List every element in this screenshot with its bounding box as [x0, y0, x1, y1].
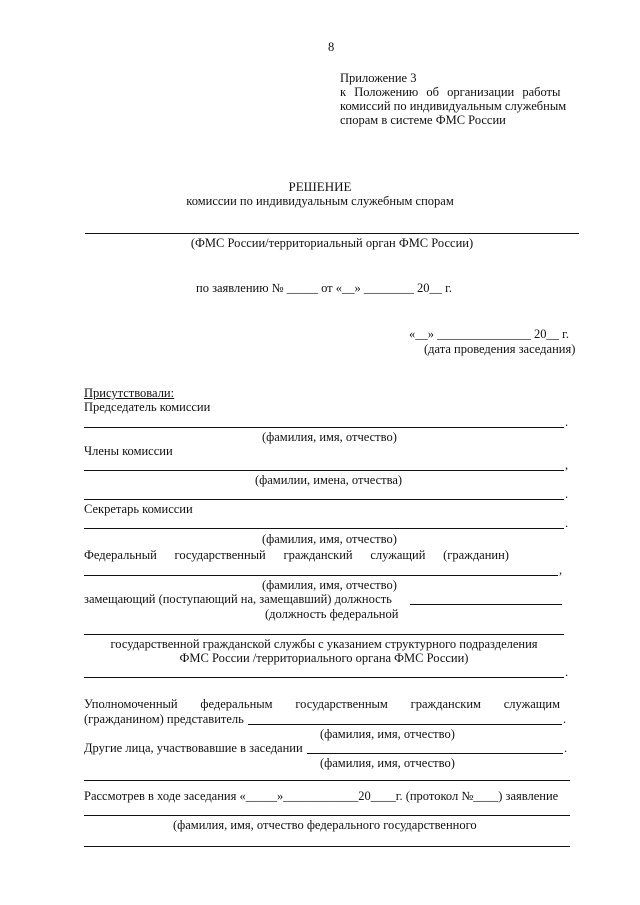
civil-service-caption-2: ФМС России /территориального органа ФМС России)	[179, 651, 469, 665]
civil-service-caption-1: государственной гражданской службы с указанием структурного подразделения	[110, 637, 538, 651]
page-number: 8	[328, 40, 335, 54]
servant-word-5: (гражданин)	[443, 548, 509, 562]
members-line-2	[84, 499, 564, 500]
members-dot: .	[565, 487, 569, 501]
secretary-dot: .	[565, 516, 569, 530]
document-title: РЕШЕНИЕ	[288, 179, 352, 194]
representative-line	[84, 697, 560, 711]
representative-word-5: служащим	[503, 697, 560, 711]
date-caption: (дата проведения заседания)	[424, 342, 576, 356]
representative-word-4: гражданским	[410, 697, 481, 711]
secretary-line	[84, 528, 564, 529]
secretary-label: Секретарь комиссии	[84, 502, 193, 516]
date-line: «__» _______________ 20__ г.	[409, 327, 569, 341]
chairman-line	[84, 427, 564, 428]
others-dot: .	[564, 741, 568, 755]
representative-word-2: федеральным	[200, 697, 273, 711]
final-line	[84, 846, 570, 847]
others-line	[307, 753, 563, 754]
reviewed-top-line	[84, 780, 570, 781]
servant-line	[84, 548, 509, 562]
secretary-caption: (фамилия, имя, отчество)	[262, 532, 397, 546]
chairman-dot: .	[565, 415, 569, 429]
position-label: замещающий (поступающий на, замещавший) должность	[84, 592, 392, 606]
application-line: по заявлению № _____ от «__» ________ 20__ г.	[196, 281, 452, 295]
servant-word-4: служащий	[370, 548, 426, 562]
civil-service-line-2	[84, 677, 564, 678]
members-comma: ,	[565, 458, 569, 472]
representative-fio-line	[248, 724, 562, 725]
appendix-line-3: комиссий по индивидуальным служебным	[340, 99, 567, 113]
position-line	[410, 604, 562, 605]
chairman-caption: (фамилия, имя, отчество)	[262, 430, 397, 444]
servant-comma: ,	[559, 563, 563, 577]
members-caption: (фамилии, имена, отчества)	[255, 473, 403, 487]
representative-caption: (фамилия, имя, отчество)	[320, 727, 455, 741]
final-caption: (фамилия, имя, отчество федерального государственного	[173, 818, 477, 832]
representative-word-3: государственным	[295, 697, 388, 711]
representative-label-2: (гражданином) представитель	[84, 712, 244, 726]
org-caption: (ФМС России/территориальный орган ФМС России)	[190, 236, 474, 250]
others-label: Другие лица, участвовавшие в заседании	[84, 741, 303, 755]
servant-word-1: Федеральный	[84, 548, 157, 562]
servant-word-2: государственный	[174, 548, 266, 562]
representative-word-1: Уполномоченный	[84, 697, 178, 711]
civil-service-line	[84, 634, 564, 635]
servant-fio-line	[84, 575, 558, 576]
representative-dot: .	[563, 712, 567, 726]
appendix-line-4: спорам в системе ФМС России	[340, 113, 506, 127]
members-line-1	[84, 470, 564, 471]
present-heading: Присутствовали:	[84, 386, 175, 400]
civil-service-dot: .	[565, 665, 569, 679]
others-caption: (фамилия, имя, отчество)	[320, 756, 455, 770]
appendix-line-2: к Положению об организации работы	[340, 85, 561, 99]
reviewed-line: Рассмотрев в ходе заседания «_____»____________20____г. (протокол №____) заявление	[84, 789, 559, 803]
servant-word-3: гражданский	[283, 548, 353, 562]
org-line	[85, 233, 579, 234]
position-caption: (должность федеральной	[265, 607, 399, 621]
chairman-label: Председатель комиссии	[84, 400, 211, 414]
members-label: Члены комиссии	[84, 444, 173, 458]
appendix-line-1: Приложение 3	[340, 71, 417, 85]
document-subtitle: комиссии по индивидуальным служебным спорам	[186, 194, 454, 208]
servant-caption: (фамилия, имя, отчество)	[262, 578, 397, 592]
reviewed-applicant-line	[84, 815, 570, 816]
